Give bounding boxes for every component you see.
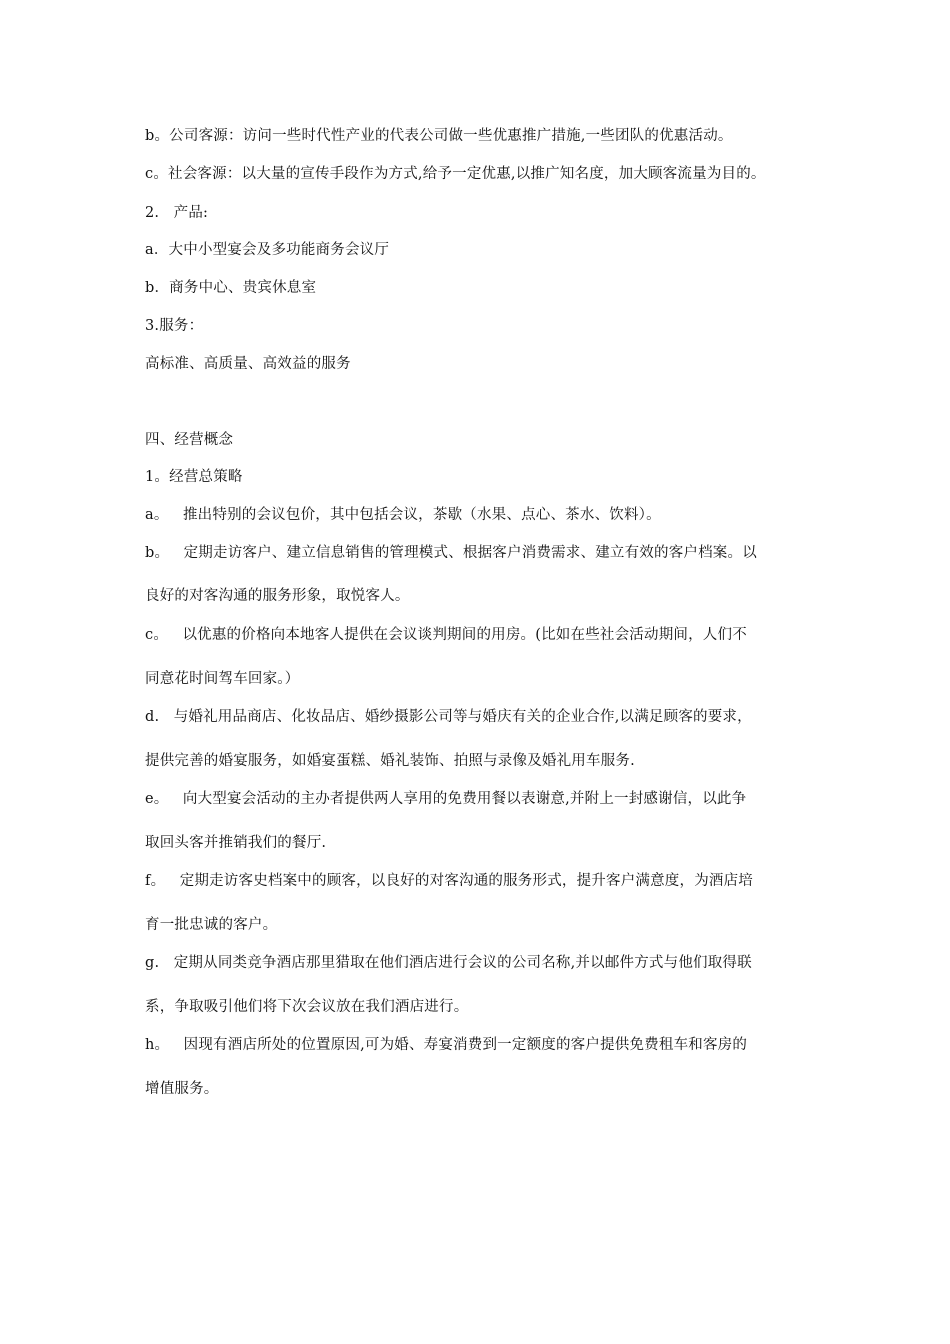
text-line-company-clients: b。公司客源：访问一些时代性产业的代表公司做一些优惠推广措施,一些团队的优惠活动。 (145, 128, 733, 144)
text-line-item-h-2: 增值服务。 (145, 1081, 219, 1097)
text-line-item-d-2: 提供完善的婚宴服务，如婚宴蛋糕、婚礼装饰、拍照与录像及婚礼用车服务. (145, 753, 635, 769)
text-line-service-standard: 高标准、高质量、高效益的服务 (145, 356, 351, 372)
text-line-item-h-1: h。 因现有酒店所处的位置原因,可为婚、寿宴消费到一定额度的客户提供免费租车和客房的 (145, 1037, 748, 1053)
section-heading-business-concept: 四、经营概念 (145, 432, 234, 448)
text-line-item-f-2: 育一批忠诚的客户。 (145, 917, 278, 933)
text-line-business-center: b．商务中心、贵宾休息室 (145, 280, 317, 296)
section-heading-overall-strategy: 1。经营总策略 (145, 469, 243, 485)
text-line-item-e-2: 取回头客并推销我们的餐厅. (145, 835, 327, 851)
text-line-item-g-2: 系，争取吸引他们将下次会议放在我们酒店进行。 (145, 999, 469, 1015)
text-line-item-b-1: b。 定期走访客户、建立信息销售的管理模式、根据客户消费需求、建立有效的客户档案。以 (145, 545, 757, 561)
text-line-item-c-1: c。 以优惠的价格向本地客人提供在会议谈判期间的用房。(比如在些社会活动期间，人们不 (145, 627, 747, 643)
text-line-item-c-2: 同意花时间驾车回家。） (145, 671, 300, 687)
text-line-banquet-halls: a．大中小型宴会及多功能商务会议厅 (145, 242, 390, 258)
section-heading-service: 3.服务： (145, 318, 204, 334)
text-line-item-b-2: 良好的对客沟通的服务形象，取悦客人。 (145, 588, 410, 604)
text-line-item-f-1: f。 定期走访客史档案中的顾客，以良好的对客沟通的服务形式，提升客户满意度，为酒店培 (145, 873, 753, 889)
text-line-social-clients: c。社会客源：以大量的宣传手段作为方式,给予一定优惠,以推广知名度，加大顾客流量为目的。 (145, 166, 766, 182)
text-line-item-d-1: d. 与婚礼用品商店、化妆品店、婚纱摄影公司等与婚庆有关的企业合作,以满足顾客的要求， (145, 709, 752, 725)
text-line-item-g-1: g. 定期从同类竞争酒店那里猎取在他们酒店进行会议的公司名称,并以邮件方式与他们取得联 (145, 955, 752, 971)
text-line-item-a: a。 推出特别的会议包价，其中包括会议，茶歇（水果、点心、茶水、饮料）。 (145, 507, 661, 523)
text-line-item-e-1: e。 向大型宴会活动的主办者提供两人享用的免费用餐以表谢意,并附上一封感谢信，以此争 (145, 791, 747, 807)
section-heading-products: 2. 产品: (145, 205, 209, 221)
